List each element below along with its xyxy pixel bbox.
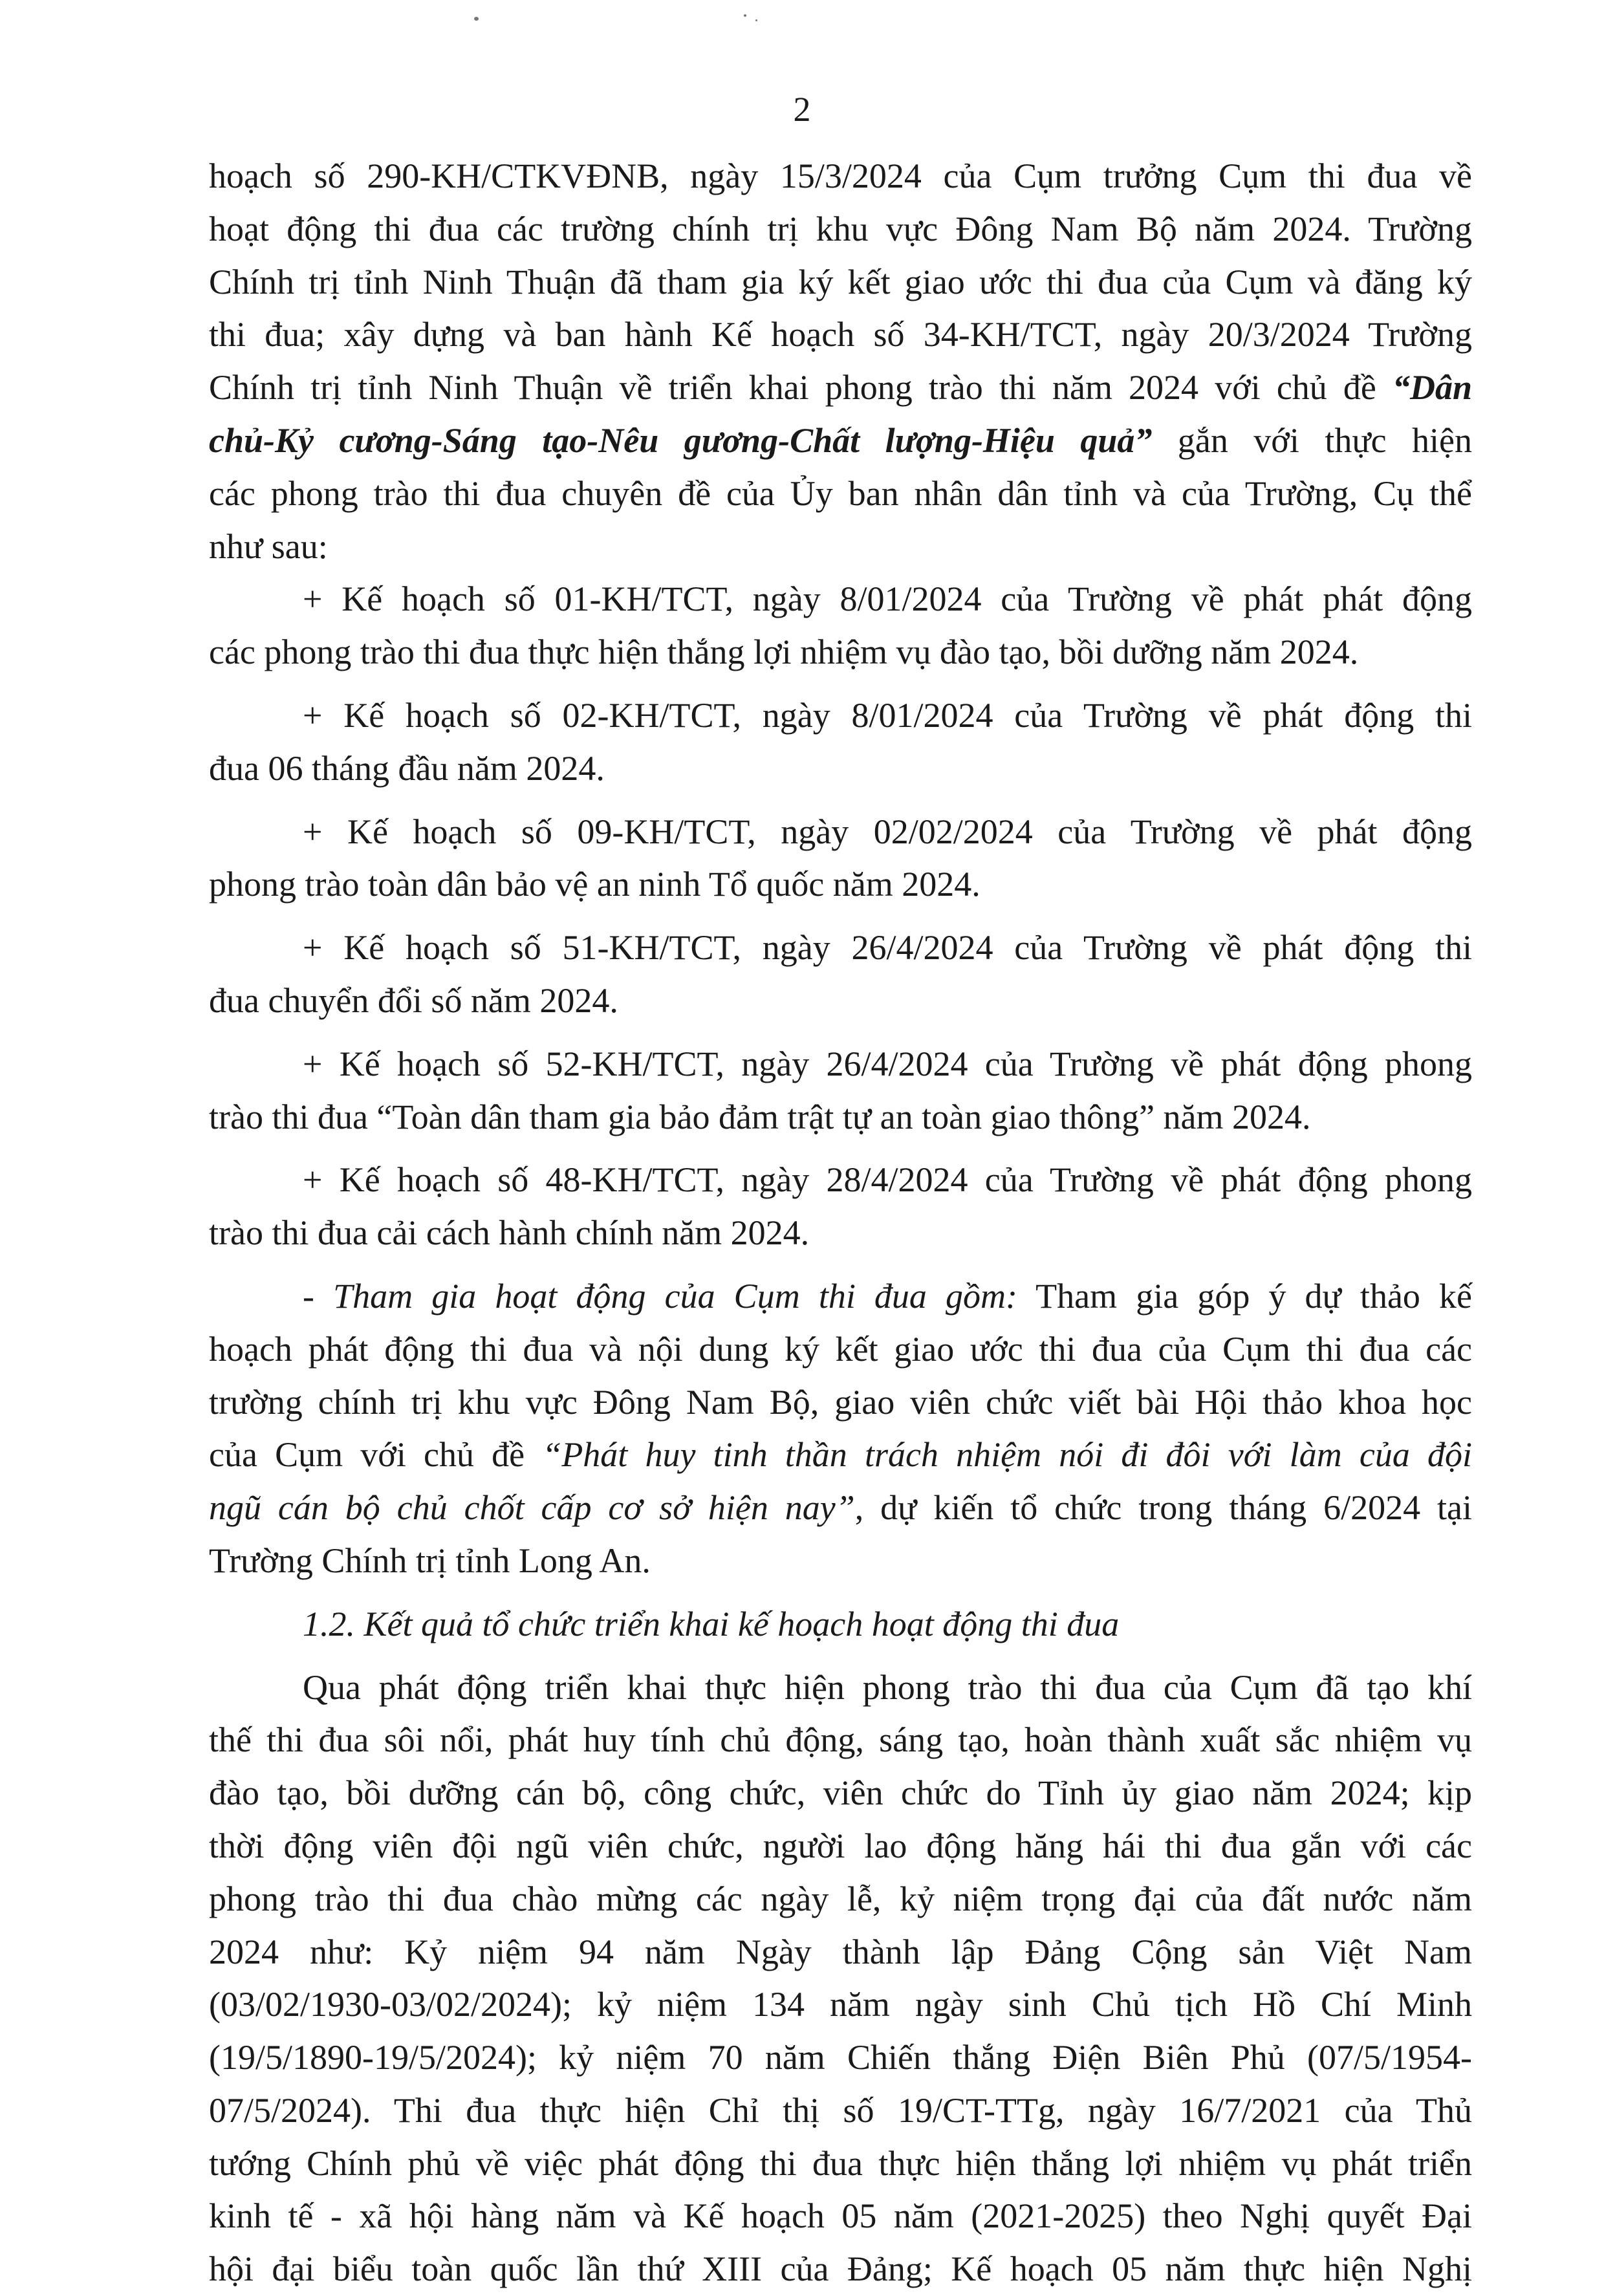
text-run: phong trào thi đua chào mừng các ngày lễ, kỷ niệm trọng đại của đất nước năm bbox=[209, 1879, 1472, 1918]
text-line bbox=[209, 150, 1472, 203]
text-run: - bbox=[303, 1276, 334, 1316]
text-line bbox=[209, 922, 1472, 975]
text-run: (03/02/1930-03/02/2024); kỷ niệm 134 năm ngày sinh Chủ tịch Hồ Chí Minh bbox=[209, 1985, 1472, 2024]
text-line bbox=[209, 2190, 1472, 2243]
text-run: Qua phát động triển khai thực hiện phong trào thi đua của Cụm đã tạo khí bbox=[303, 1667, 1472, 1707]
text-run: Chính trị tỉnh Ninh Thuận đã tham gia ký kết giao ước thi đua của Cụm và đăng ký bbox=[209, 262, 1472, 301]
text-line bbox=[209, 573, 1472, 626]
text-line bbox=[209, 1091, 1472, 1144]
text-line bbox=[209, 806, 1472, 859]
scan-speck bbox=[744, 14, 746, 17]
text-line bbox=[209, 2243, 1472, 2296]
text-run: 07/5/2024). Thi đua thực hiện Chỉ thị số 19/CT-TTg, ngày 16/7/2021 của Thủ bbox=[209, 2090, 1472, 2130]
text-run: chủ-Kỷ cương-Sáng tạo-Nêu gương-Chất lượng-Hiệu quả” bbox=[209, 420, 1153, 460]
text-run: + Kế hoạch số 02-KH/TCT, ngày 8/01/2024 của Trường về phát động thi bbox=[303, 695, 1472, 735]
text-run: Tham gia hoạt động của Cụm thi đua gồm: bbox=[333, 1276, 1018, 1316]
text-line bbox=[209, 742, 1472, 796]
text-run: 1.2. Kết quả tổ chức triển khai kế hoạch hoạt động thi đua bbox=[303, 1604, 1120, 1643]
text-run: đua 06 tháng đầu năm 2024. bbox=[209, 748, 605, 788]
text-line bbox=[209, 858, 1472, 911]
text-run: thi đua; xây dựng và ban hành Kế hoạch số 34-KH/TCT, ngày 20/3/2024 Trường bbox=[209, 315, 1472, 354]
text-run: thế thi đua sôi nổi, phát huy tính chủ động, sáng tạo, hoàn thành xuất sắc nhiệm vụ bbox=[209, 1720, 1472, 1760]
text-run: phong trào toàn dân bảo vệ an ninh Tổ quốc năm 2024. bbox=[209, 865, 981, 904]
document-body bbox=[209, 150, 1472, 2296]
text-run: + Kế hoạch số 01-KH/TCT, ngày 8/01/2024 của Trường về phát phát động bbox=[303, 579, 1472, 619]
text-run: trào thi đua “Toàn dân tham gia bảo đảm trật tự an toàn giao thông” năm 2024. bbox=[209, 1097, 1311, 1136]
text-line bbox=[209, 975, 1472, 1028]
text-line bbox=[209, 521, 1472, 574]
text-line bbox=[209, 2031, 1472, 2085]
text-line bbox=[209, 626, 1472, 679]
text-line bbox=[209, 1270, 1472, 1323]
text-line bbox=[209, 689, 1472, 742]
text-run: “Dân bbox=[1392, 368, 1472, 407]
text-run: hoạt động thi đua các trường chính trị khu vực Đông Nam Bộ năm 2024. Trường bbox=[209, 209, 1472, 248]
text-line bbox=[209, 1820, 1472, 1873]
text-line bbox=[209, 1873, 1472, 1926]
text-line bbox=[209, 1662, 1472, 1715]
text-run: của Cụm với chủ đề bbox=[209, 1435, 543, 1475]
text-run: + Kế hoạch số 51-KH/TCT, ngày 26/4/2024 của Trường về phát động thi bbox=[303, 928, 1472, 968]
text-run: các phong trào thi đua chuyên đề của Ủy ban nhân dân tỉnh và của Trường, Cụ thể bbox=[209, 473, 1472, 513]
scan-speck bbox=[755, 19, 757, 21]
text-line bbox=[209, 468, 1472, 521]
text-line bbox=[209, 362, 1472, 415]
text-line bbox=[209, 2085, 1472, 2138]
text-line bbox=[209, 1038, 1472, 1091]
text-run: 2024 như: Kỷ niệm 94 năm Ngày thành lập Đảng Cộng sản Việt Nam bbox=[209, 1932, 1472, 1971]
text-line bbox=[209, 1535, 1472, 1588]
text-run: kinh tế - xã hội hàng năm và Kế hoạch 05 năm (2021-2025) theo Nghị quyết Đại bbox=[209, 2196, 1472, 2236]
text-run: ngũ cán bộ chủ chốt cấp cơ sở hiện nay” bbox=[209, 1488, 855, 1528]
text-run: hoạch phát động thi đua và nội dung ký kết giao ước thi đua của Cụm thi đua các bbox=[209, 1329, 1472, 1369]
text-run: như sau: bbox=[209, 526, 328, 566]
text-line bbox=[209, 1376, 1472, 1429]
text-run: “Phát huy tinh thần trách nhiệm nói đi đôi với làm của đội bbox=[542, 1435, 1472, 1475]
text-run: + Kế hoạch số 52-KH/TCT, ngày 26/4/2024 của Trường về phát động phong bbox=[303, 1044, 1472, 1083]
text-run: gắn với thực hiện bbox=[1152, 420, 1472, 460]
text-line bbox=[209, 203, 1472, 256]
text-line bbox=[209, 2138, 1472, 2191]
text-run: + Kế hoạch số 09-KH/TCT, ngày 02/02/2024 của Trường về phát động bbox=[303, 812, 1472, 851]
text-run: đào tạo, bồi dưỡng cán bộ, công chức, viên chức do Tỉnh ủy giao năm 2024; kịp bbox=[209, 1773, 1472, 1813]
text-line bbox=[209, 1482, 1472, 1535]
text-line bbox=[209, 1598, 1472, 1651]
page-number: 2 bbox=[793, 90, 811, 129]
text-run: (19/5/1890-19/5/2024); kỷ niệm 70 năm Chiến thắng Điện Biên Phủ (07/5/1954- bbox=[209, 2038, 1472, 2077]
text-line bbox=[209, 309, 1472, 362]
text-line bbox=[209, 1767, 1472, 1820]
text-line bbox=[209, 1978, 1472, 2031]
text-run: hoạch số 290-KH/CTKVĐNB, ngày 15/3/2024 của Cụm trưởng Cụm thi đua về bbox=[209, 157, 1472, 195]
scan-speck bbox=[474, 17, 479, 21]
text-run: các phong trào thi đua thực hiện thắng lợi nhiệm vụ đào tạo, bồi dưỡng năm 2024. bbox=[209, 633, 1359, 672]
text-run: , dự kiến tổ chức trong tháng 6/2024 tại bbox=[854, 1488, 1472, 1528]
text-run: trào thi đua cải cách hành chính năm 2024. bbox=[209, 1213, 810, 1253]
text-run: hội đại biểu toàn quốc lần thứ XIII của Đảng; Kế hoạch 05 năm thực hiện Nghị bbox=[209, 2249, 1472, 2289]
text-line bbox=[209, 1926, 1472, 1979]
text-run: + Kế hoạch số 48-KH/TCT, ngày 28/4/2024 của Trường về phát động phong bbox=[303, 1160, 1472, 1200]
text-line bbox=[209, 256, 1472, 309]
text-run: Chính trị tỉnh Ninh Thuận về triển khai phong trào thi năm 2024 với chủ đề bbox=[209, 368, 1393, 407]
text-line bbox=[209, 1207, 1472, 1260]
text-line bbox=[209, 415, 1472, 468]
text-run: tướng Chính phủ về việc phát động thi đua thực hiện thắng lợi nhiệm vụ phát triển bbox=[209, 2143, 1472, 2183]
text-line bbox=[209, 1429, 1472, 1482]
text-run: đua chuyển đổi số năm 2024. bbox=[209, 980, 618, 1020]
text-line bbox=[209, 1154, 1472, 1207]
text-run: trường chính trị khu vực Đông Nam Bộ, giao viên chức viết bài Hội thảo khoa học bbox=[209, 1382, 1472, 1422]
text-run: thời động viên đội ngũ viên chức, người lao động hăng hái thi đua gắn với các bbox=[209, 1826, 1472, 1865]
text-line bbox=[209, 1323, 1472, 1376]
text-run: Tham gia góp ý dự thảo kế bbox=[1017, 1276, 1472, 1316]
text-line bbox=[209, 1714, 1472, 1767]
text-run: Trường Chính trị tỉnh Long An. bbox=[209, 1541, 651, 1580]
